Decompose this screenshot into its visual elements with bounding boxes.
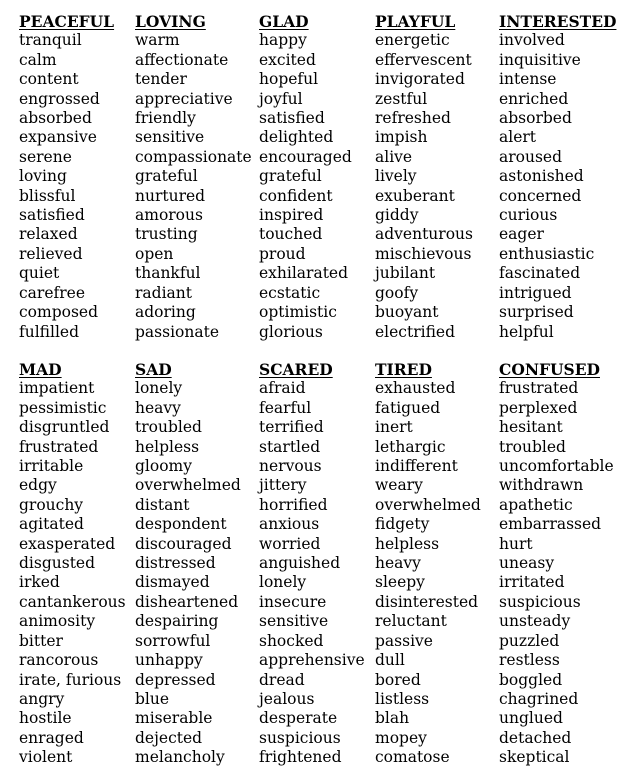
- feeling-word: detached: [499, 728, 572, 747]
- feeling-word: mischievous: [375, 244, 472, 263]
- feeling-word: troubled: [499, 437, 566, 456]
- feeling-word: excited: [259, 50, 316, 69]
- feeling-word: inquisitive: [499, 50, 581, 69]
- feeling-word: electrified: [375, 322, 456, 341]
- feeling-word: dull: [375, 651, 405, 670]
- feeling-word-list: [259, 379, 365, 767]
- category-column: [135, 12, 252, 342]
- feeling-word-list: [499, 379, 614, 767]
- feeling-word: edgy: [19, 476, 57, 495]
- feeling-word-list: [259, 31, 352, 342]
- feeling-word: astonished: [499, 167, 584, 186]
- feeling-word: lonely: [135, 379, 183, 398]
- feeling-word: intrigued: [499, 283, 572, 302]
- feeling-word: fulfilled: [19, 322, 80, 341]
- feeling-word: mopey: [375, 728, 427, 747]
- feeling-word: bitter: [19, 631, 63, 650]
- feeling-word: discouraged: [135, 534, 232, 553]
- category-heading: PEACEFUL: [19, 12, 115, 31]
- feeling-word: apathetic: [499, 495, 573, 514]
- feeling-word: overwhelmed: [135, 476, 241, 495]
- feeling-word: concerned: [499, 186, 582, 205]
- feeling-word: affectionate: [135, 50, 229, 69]
- feeling-word: rancorous: [19, 651, 99, 670]
- feeling-word: joyful: [259, 89, 303, 108]
- feeling-word: disheartened: [135, 592, 239, 611]
- feeling-word: anguished: [259, 554, 341, 573]
- feeling-word: composed: [19, 303, 99, 322]
- feeling-word: lethargic: [375, 437, 446, 456]
- feeling-word: absorbed: [499, 109, 572, 128]
- feeling-word: giddy: [375, 206, 419, 225]
- feeling-word: hostile: [19, 709, 72, 728]
- feeling-word-list: [19, 379, 126, 767]
- feeling-word: indifferent: [375, 457, 458, 476]
- feeling-word: shocked: [259, 631, 324, 650]
- feeling-word: angry: [19, 689, 65, 708]
- feeling-word: thankful: [135, 264, 201, 283]
- feeling-word: radiant: [135, 283, 192, 302]
- feeling-word: refreshed: [375, 109, 451, 128]
- feeling-word: dejected: [135, 728, 203, 747]
- feeling-word: impatient: [19, 379, 95, 398]
- feeling-word: surprised: [499, 303, 574, 322]
- feeling-word: nervous: [259, 457, 322, 476]
- feeling-word: boggled: [499, 670, 563, 689]
- feeling-word: inspired: [259, 206, 324, 225]
- feeling-word: blue: [135, 689, 170, 708]
- feeling-word: skeptical: [499, 748, 570, 767]
- feeling-word: fidgety: [375, 515, 430, 534]
- feeling-word: unhappy: [135, 651, 203, 670]
- feeling-word: irked: [19, 573, 60, 592]
- feeling-word: horrified: [259, 495, 328, 514]
- feeling-word: pessimistic: [19, 398, 107, 417]
- feeling-word: trusting: [135, 225, 198, 244]
- feeling-word: grateful: [259, 167, 322, 186]
- category-column: [19, 12, 114, 342]
- feeling-word: helpless: [135, 437, 200, 456]
- category-heading: INTERESTED: [499, 12, 617, 31]
- feeling-word: enraged: [19, 728, 84, 747]
- feeling-word: relieved: [19, 244, 83, 263]
- feeling-word: appreciative: [135, 89, 233, 108]
- feeling-word: glorious: [259, 322, 323, 341]
- feeling-word: satisfied: [259, 109, 325, 128]
- feeling-word: heavy: [135, 398, 181, 417]
- feeling-word: zestful: [375, 89, 428, 108]
- feeling-word: exhausted: [375, 379, 456, 398]
- feeling-word: calm: [19, 50, 57, 69]
- feeling-word: sensitive: [135, 128, 205, 147]
- feeling-word: disgruntled: [19, 418, 110, 437]
- feeling-word: aroused: [499, 147, 563, 166]
- feeling-word: hurt: [499, 534, 533, 553]
- feeling-word: despairing: [135, 612, 219, 631]
- feeling-word: overwhelmed: [375, 495, 481, 514]
- feeling-word: touched: [259, 225, 323, 244]
- feeling-word: dismayed: [135, 573, 210, 592]
- feeling-word: miserable: [135, 709, 213, 728]
- feeling-word: invigorated: [375, 70, 465, 89]
- feeling-word: disgusted: [19, 554, 96, 573]
- feeling-word: irritated: [499, 573, 565, 592]
- feeling-word: intense: [499, 70, 557, 89]
- feeling-word: sorrowful: [135, 631, 211, 650]
- feeling-word: exhilarated: [259, 264, 349, 283]
- feeling-word: involved: [499, 31, 565, 50]
- feeling-word: frustrated: [499, 379, 579, 398]
- feeling-word: proud: [259, 244, 306, 263]
- feeling-word: sleepy: [375, 573, 425, 592]
- feeling-word: reluctant: [375, 612, 447, 631]
- feeling-word: chagrined: [499, 689, 579, 708]
- feeling-word-list: [375, 379, 481, 767]
- feeling-word: grateful: [135, 167, 198, 186]
- category-heading: TIRED: [375, 360, 432, 379]
- feeling-word: optimistic: [259, 303, 337, 322]
- category-heading: MAD: [19, 360, 62, 379]
- feeling-word: ecstatic: [259, 283, 321, 302]
- feeling-word: cantankerous: [19, 592, 126, 611]
- feeling-word: absorbed: [19, 109, 92, 128]
- feeling-word-list: [135, 379, 241, 767]
- feeling-word: comatose: [375, 748, 450, 767]
- feeling-word: animosity: [19, 612, 96, 631]
- feeling-word: irritable: [19, 457, 84, 476]
- feeling-word: distressed: [135, 554, 216, 573]
- category-heading: SAD: [135, 360, 172, 379]
- feeling-word: exasperated: [19, 534, 116, 553]
- feeling-word: hopeful: [259, 70, 319, 89]
- feeling-word: loving: [19, 167, 67, 186]
- feeling-word: amorous: [135, 206, 203, 225]
- category-heading: GLAD: [259, 12, 309, 31]
- feeling-word: alert: [499, 128, 537, 147]
- feeling-word: weary: [375, 476, 423, 495]
- feeling-word: satisfied: [19, 206, 85, 225]
- feeling-word: anxious: [259, 515, 320, 534]
- category-heading: CONFUSED: [499, 360, 600, 379]
- feeling-word: uncomfortable: [499, 457, 614, 476]
- feeling-word: depressed: [135, 670, 216, 689]
- feeling-word: jealous: [259, 689, 315, 708]
- feeling-word: eager: [499, 225, 544, 244]
- feeling-word: lively: [375, 167, 417, 186]
- feeling-word: enthusiastic: [499, 244, 595, 263]
- category-column: [375, 12, 473, 342]
- feeling-word: curious: [499, 206, 558, 225]
- feeling-word: exuberant: [375, 186, 455, 205]
- feeling-word: hesitant: [499, 418, 563, 437]
- feeling-word: suspicious: [259, 728, 341, 747]
- feeling-word: helpless: [375, 534, 440, 553]
- feeling-word: troubled: [135, 418, 202, 437]
- feeling-word: puzzled: [499, 631, 560, 650]
- feeling-word: alive: [375, 147, 413, 166]
- feeling-word: blissful: [19, 186, 76, 205]
- feeling-word: restless: [499, 651, 560, 670]
- feeling-word: jubilant: [375, 264, 436, 283]
- feeling-word: lonely: [259, 573, 307, 592]
- feeling-word: fatigued: [375, 398, 441, 417]
- feeling-word: confident: [259, 186, 333, 205]
- feeling-word: tranquil: [19, 31, 82, 50]
- feeling-word-list: [135, 31, 252, 342]
- feeling-word: friendly: [135, 109, 196, 128]
- feeling-word: agitated: [19, 515, 84, 534]
- feeling-word: blah: [375, 709, 410, 728]
- feeling-word: helpful: [499, 322, 554, 341]
- feeling-word: distant: [135, 495, 190, 514]
- feeling-word: apprehensive: [259, 651, 365, 670]
- feeling-word: despondent: [135, 515, 227, 534]
- feeling-word: worried: [259, 534, 321, 553]
- category-column: [135, 360, 241, 768]
- feeling-word: passionate: [135, 322, 219, 341]
- category-heading: LOVING: [135, 12, 206, 31]
- feeling-word: grouchy: [19, 495, 84, 514]
- feeling-word: irate, furious: [19, 670, 122, 689]
- feeling-word: tender: [135, 70, 187, 89]
- feeling-word: embarrassed: [499, 515, 602, 534]
- feeling-word: desperate: [259, 709, 338, 728]
- category-column: [499, 360, 614, 768]
- feeling-word: passive: [375, 631, 433, 650]
- feeling-word-list: [375, 31, 473, 342]
- feeling-word: expansive: [19, 128, 97, 147]
- feeling-word: quiet: [19, 264, 60, 283]
- feeling-word: sensitive: [259, 612, 329, 631]
- feeling-word: disinterested: [375, 592, 479, 611]
- feeling-word: dread: [259, 670, 305, 689]
- category-heading: PLAYFUL: [375, 12, 456, 31]
- feeling-word: jittery: [259, 476, 307, 495]
- feeling-word: content: [19, 70, 79, 89]
- feeling-word: terrified: [259, 418, 324, 437]
- feeling-word: inert: [375, 418, 413, 437]
- feeling-word: gloomy: [135, 457, 192, 476]
- feeling-word-list: [19, 31, 114, 342]
- feeling-word: nurtured: [135, 186, 206, 205]
- feeling-word: engrossed: [19, 89, 100, 108]
- feeling-word: heavy: [375, 554, 421, 573]
- feeling-word: adventurous: [375, 225, 473, 244]
- feeling-word: afraid: [259, 379, 306, 398]
- feeling-word: suspicious: [499, 592, 581, 611]
- feeling-word: withdrawn: [499, 476, 584, 495]
- category-column: [19, 360, 126, 768]
- feeling-word: unglued: [499, 709, 563, 728]
- feeling-word: serene: [19, 147, 72, 166]
- feeling-word: carefree: [19, 283, 85, 302]
- feeling-word: impish: [375, 128, 428, 147]
- feeling-word: relaxed: [19, 225, 78, 244]
- feeling-word: insecure: [259, 592, 327, 611]
- feeling-word: warm: [135, 31, 180, 50]
- feeling-word: melancholy: [135, 748, 225, 767]
- category-heading: SCARED: [259, 360, 333, 379]
- category-column: [259, 360, 365, 768]
- feeling-word: perplexed: [499, 398, 578, 417]
- feeling-word: fearful: [259, 398, 312, 417]
- feeling-word: goofy: [375, 283, 419, 302]
- feeling-word: startled: [259, 437, 321, 456]
- category-column: [499, 12, 616, 342]
- feeling-word: buoyant: [375, 303, 439, 322]
- feeling-word: unsteady: [499, 612, 571, 631]
- feeling-word: fascinated: [499, 264, 581, 283]
- feeling-word-list: [499, 31, 616, 342]
- feeling-word: violent: [19, 748, 73, 767]
- category-column: [375, 360, 481, 768]
- feeling-word: uneasy: [499, 554, 555, 573]
- feeling-word: open: [135, 244, 174, 263]
- feeling-word: frightened: [259, 748, 342, 767]
- feeling-word: compassionate: [135, 147, 252, 166]
- feeling-word: listless: [375, 689, 430, 708]
- feeling-word: delighted: [259, 128, 334, 147]
- feeling-word: happy: [259, 31, 307, 50]
- feeling-word: adoring: [135, 303, 196, 322]
- feeling-word: encouraged: [259, 147, 352, 166]
- feeling-word: energetic: [375, 31, 450, 50]
- feeling-word: bored: [375, 670, 421, 689]
- feeling-word: effervescent: [375, 50, 472, 69]
- feeling-word: frustrated: [19, 437, 99, 456]
- category-column: [259, 12, 352, 342]
- feeling-word: enriched: [499, 89, 569, 108]
